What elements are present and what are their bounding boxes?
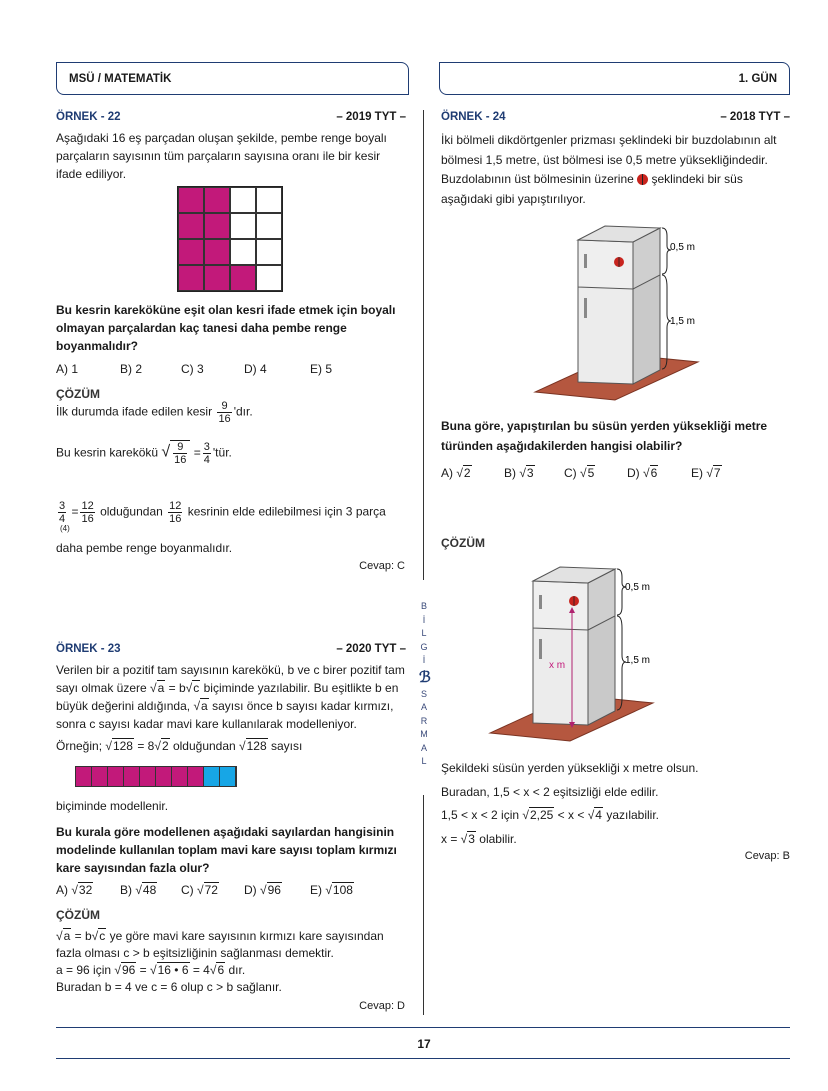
grid-cell — [204, 265, 230, 291]
choice-e: E) √7 — [691, 466, 721, 480]
choice-b: B) 2 — [120, 362, 143, 376]
choice-e: E) 5 — [310, 362, 333, 376]
svg-text:0,5 m: 0,5 m — [625, 582, 651, 593]
ex23-question: Bu kurala göre modellenen aşağıdaki sayılardan hangisinin modelinde kullanılan toplam mavi kare sayısı toplam kırmızı kare sayısından fazla olur? — [56, 825, 397, 875]
ex22-sol-line4: daha pembe renge boyanmalıdır. — [56, 541, 233, 555]
grid-cell — [230, 187, 256, 213]
blue-square — [204, 767, 220, 786]
choice-b: B) √3 — [504, 466, 534, 480]
ex23-year: – 2020 TYT – — [336, 643, 406, 655]
ex24-solution: Şekildeki süsün yerden yüksekliği x metre olsun. Buradan, 1,5 < x < 2 eşitsizliği elde edilir. 1,5 < x < 2 için √2,25 < x < √4 yazılabilir. x = √3 olabilir. — [441, 761, 699, 846]
publisher-logo-icon: ℬ — [419, 668, 431, 686]
red-square — [172, 767, 188, 786]
red-square — [108, 767, 124, 786]
top-height-label: 0,5 m — [670, 242, 696, 253]
subject-title: MSÜ / MATEMATİK — [69, 72, 172, 85]
ex24-text: İki bölmeli dikdörtgenler prizması şeklindeki bir buzdolabının alt bölmesi 1,5 metre, üst bölmesi ise 0,5 metre yüksekliğindedir. Buzdolabının üst bölmesinin üzerine şeklindeki bir süs aşağıdaki gibi yapıştırılıyor. — [441, 133, 777, 206]
ex23-choices — [56, 882, 354, 897]
ex23-answer: Cevap: D — [359, 1000, 405, 1012]
choice-a: A) √2 — [441, 466, 471, 480]
red-square — [92, 767, 108, 786]
day-title: 1. GÜN — [738, 72, 777, 85]
ex23-text: Verilen bir a pozitif tam sayısının karekökü, b ve c birer pozitif tam sayı olmak üzere √a = b√c biçiminde yazılabilir. Bu eşitlikte b en büyük değerini aldığında, √a sayısı önce b sayısı kadar kırmızı, sonra c sayısı kadar mavi kare kullanılarak modelleniyor. Örneğin; √128 = 8√2 olduğundan √128 sayısı — [56, 663, 405, 753]
day-header — [439, 62, 790, 95]
ex24-year: – 2018 TYT – — [720, 111, 790, 123]
choice-d: D) √6 — [627, 466, 658, 480]
red-square — [124, 767, 140, 786]
ladybug-icon — [637, 174, 648, 185]
footer-rule-top — [56, 1027, 790, 1028]
publisher-side-text: B İ L G İ ℬ S A R M A L — [419, 601, 431, 766]
grid-cell — [178, 187, 204, 213]
choice-c: C) √72 — [181, 883, 218, 897]
choice-a: A) √32 — [56, 883, 93, 897]
ex24-question: Buna göre, yapıştırılan bu süsün yerden yüksekliği metre türünden aşağıdakilerden hangisi olabilir? — [441, 419, 768, 453]
grid-cell — [230, 265, 256, 291]
ex23-title: ÖRNEK - 23 — [56, 643, 121, 655]
ex23-solution-label: ÇÖZÜM — [56, 908, 100, 922]
grid-cell — [230, 213, 256, 239]
column-divider-top — [423, 110, 424, 580]
blue-square — [220, 767, 236, 786]
subject-header — [56, 62, 409, 95]
ex23-solution: √a = b√c ye göre mavi kare sayısının kırmızı kare sayısından fazla olması c > b eşitsizliğinin sağlanması demektir. a = 96 için √96 = √16 • 6 = 4√6 dır. Buradan b = 4 ve c = 6 olup c > b sağlanır. — [56, 929, 384, 994]
footer-rule-bottom — [56, 1058, 790, 1059]
grid-cell — [204, 213, 230, 239]
ex24-solution-figure — [485, 563, 665, 743]
ex24-title: ÖRNEK - 24 — [441, 111, 506, 123]
ex23-model-caption: biçiminde modellenir. — [56, 799, 169, 813]
grid-cell — [178, 213, 204, 239]
ex22-intro: Aşağıdaki 16 eş parçadan oluşan şekilde, pembe renge boyalı parçaların sayısının tüm parçaların sayısına oranı ile bir kesir ifade ediliyor. — [56, 131, 387, 181]
ex22-year: – 2019 TYT – — [336, 111, 406, 123]
grid-cell — [204, 187, 230, 213]
red-square — [76, 767, 92, 786]
grid-cell — [256, 239, 282, 265]
grid-cell — [178, 265, 204, 291]
ex24-choices — [441, 465, 722, 480]
ex22-sol-line1: İlk durumda ifade edilen kesir $\frac{9}{16}$ 'dır. — [56, 400, 253, 425]
ex23-square-model — [75, 766, 237, 787]
ex22-choices — [56, 362, 332, 376]
choice-d: D) 4 — [244, 362, 267, 376]
choice-e: E) √108 — [310, 883, 353, 897]
grid-cell — [204, 239, 230, 265]
red-square — [140, 767, 156, 786]
bottom-height-label: 1,5 m — [670, 316, 696, 327]
choice-a: A) 1 — [56, 362, 79, 376]
grid-cell — [256, 187, 282, 213]
grid-cell — [230, 239, 256, 265]
ex22-answer: Cevap: C — [359, 560, 405, 572]
ex22-solution-label: ÇÖZÜM — [56, 387, 100, 401]
ex22-sol-line2: Bu kesrin karekökü √ $\frac{9}{16}$ = $\frac{3}{4}$ 'tür. — [56, 441, 232, 466]
choice-c: C) 3 — [181, 362, 204, 376]
column-divider-bottom — [423, 795, 424, 1015]
red-square — [156, 767, 172, 786]
choice-c: C) √5 — [564, 466, 595, 480]
ex22-question: Bu kesrin kareköküne eşit olan kesri ifade etmek için boyalı olmayan parçalardan kaç tanesi daha pembe renge boyanmalıdır? — [56, 303, 396, 353]
ex24-fridge-figure — [530, 222, 710, 402]
choice-d: D) √96 — [244, 883, 281, 897]
grid-cell — [178, 239, 204, 265]
ex24-solution-label: ÇÖZÜM — [441, 536, 485, 550]
grid-cell — [256, 213, 282, 239]
page-number: 17 — [417, 1037, 431, 1051]
choice-b: B) √48 — [120, 883, 157, 897]
ex22-title: ÖRNEK - 22 — [56, 111, 121, 123]
ex24-answer: Cevap: B — [744, 850, 790, 862]
x-height-label: x m — [549, 660, 566, 671]
ex22-grid-figure — [177, 186, 283, 292]
ex22-sol-line3: 3 4 (4) = $\frac{12}{16}$ olduğundan $\frac{12}{16}$ kesrinin elde edilebilmesi için 3 parça — [59, 500, 386, 533]
red-square — [188, 767, 204, 786]
svg-text:1,5 m: 1,5 m — [625, 655, 651, 666]
grid-cell — [256, 265, 282, 291]
